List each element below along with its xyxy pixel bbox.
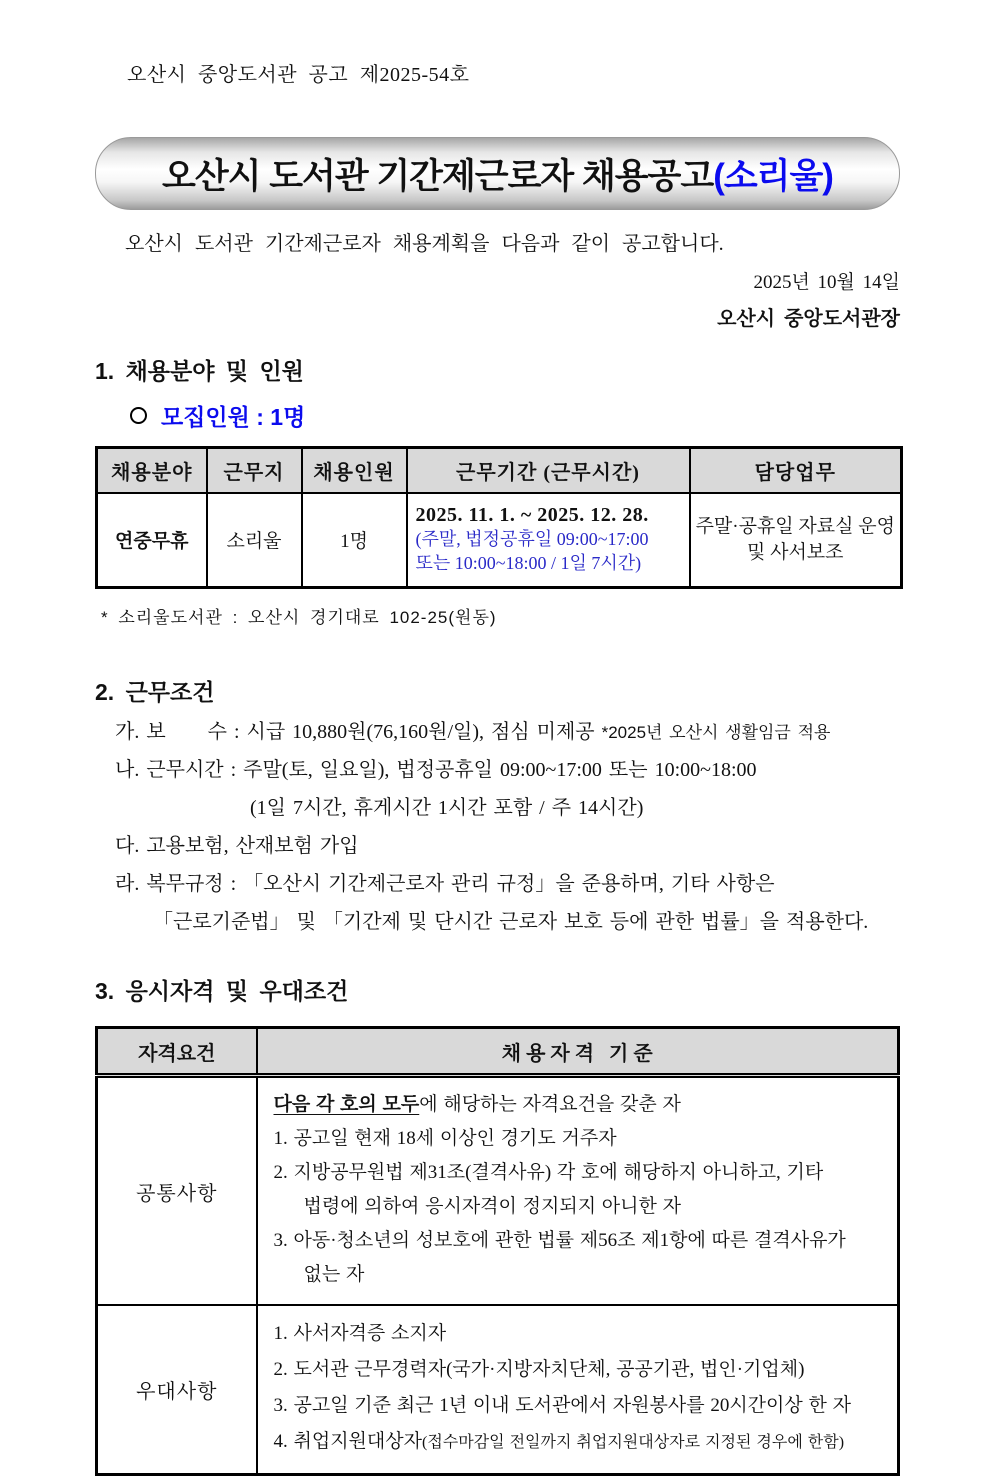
cell-duty	[690, 493, 902, 588]
common-requirements-cell	[257, 1076, 899, 1306]
common-item-3-cont: 없는 자	[303, 1264, 365, 1285]
condition-pay: 가. 보 수 : 시급 10,880원(76,160원/일), 점심 미제공 *2025년 오산시 생활임금 적용	[115, 721, 831, 743]
row-label-preferred: 우대사항	[97, 1305, 257, 1475]
preferred-requirements-cell	[257, 1305, 899, 1475]
preferred-requirements-row	[97, 1305, 899, 1475]
recruit-table-header-row	[97, 448, 902, 493]
recruit-table	[95, 446, 903, 589]
cell-place: 소리울	[207, 493, 302, 588]
cell-count: 1명	[302, 493, 407, 588]
section3-heading: 3. 응시자격 및 우대조건	[95, 978, 349, 1004]
common-item-2: 2. 지방공무원법 제31조(결격사유) 각 호에 해당하지 아니하고, 기타	[273, 1162, 824, 1183]
preferred-item-4-note: (접수마감일 전일까지 취업지원대상자로 지정된 경우에 한함)	[421, 1434, 845, 1451]
section1-heading: 1. 채용분야 및 인원	[95, 358, 304, 384]
signer: 오산시 중앙도서관장	[717, 308, 900, 330]
cell-field: 연중무휴	[97, 493, 207, 588]
common-item-2-cont: 법령에 의하여 응시자격이 정지되지 아니한 자	[303, 1196, 681, 1217]
notice-number: 오산시 중앙도서관 공고 제2025-54호	[127, 64, 470, 86]
recruit-count-line	[130, 399, 900, 432]
condition-insurance: 다. 고용보험, 산재보험 가입	[115, 835, 359, 857]
common-item-3: 3. 아동·청소년의 성보호에 관한 법률 제56조 제1항에 따른 결격사유가	[273, 1230, 846, 1251]
duty-line-2: 및 사서보조	[746, 541, 844, 563]
condition-hours: 나. 근무시간 : 주말(토, 일요일), 법정공휴일 09:00~17:00 또는 10:00~18:00	[115, 759, 757, 781]
preferred-item-4: 4. 취업지원대상자(접수마감일 전일까지 취업지원대상자로 지정된 경우에 한함)	[273, 1431, 845, 1452]
banner-title: 오산시 도서관 기간제근로자 채용공고	[162, 156, 714, 196]
common-intro-line: 다음 각 호의 모두에 해당하는 자격요건을 갖춘 자	[273, 1094, 681, 1115]
col-header-criteria: 채 용 자 격 기 준	[257, 1028, 899, 1076]
row-label-common: 공통사항	[97, 1076, 257, 1306]
qualification-header-row	[97, 1028, 899, 1076]
col-header-period: 근무기간 (근무시간)	[407, 448, 690, 493]
work-conditions-list	[115, 720, 900, 935]
col-header-duty: 담당업무	[690, 448, 902, 493]
preferred-item-1: 1. 사서자격증 소지자	[273, 1323, 447, 1344]
recruit-count-text: 모집인원 : 1명	[161, 404, 306, 430]
col-header-place: 근무지	[207, 448, 302, 493]
title-banner	[95, 137, 900, 210]
living-wage-note: *2025년 오산시 생활임금 적용	[601, 723, 831, 742]
col-header-requirement: 자격요건	[97, 1028, 257, 1076]
cell-period	[407, 493, 690, 588]
condition-regulation-cont: 「근로기준법」 및 「기간제 및 단시간 근로자 보호 등에 관한 법률」을 적용한다.	[153, 911, 869, 933]
recruit-table-row	[97, 493, 902, 588]
period-dates: 2025. 11. 1. ~ 2025. 12. 28.	[415, 504, 649, 527]
banner-title-suffix: (소리울)	[713, 156, 833, 196]
circle-outline-icon	[130, 407, 147, 424]
period-hours-2: 또는 10:00~18:00 / 1일 7시간)	[415, 553, 642, 574]
duty-line-1: 주말·공휴일 자료실 운영	[695, 515, 895, 537]
intro-text: 오산시 도서관 기간제근로자 채용계획을 다음과 같이 공고합니다.	[125, 233, 724, 255]
condition-hours-cont: (1일 7시간, 휴게시간 1시간 포함 / 주 14시간)	[250, 797, 644, 819]
preferred-item-3: 3. 공고일 기준 최근 1년 이내 도서관에서 자원봉사를 20시간이상 한 자	[273, 1395, 851, 1416]
col-header-field: 채용분야	[97, 448, 207, 493]
preferred-item-2: 2. 도서관 근무경력자(국가·지방자치단체, 공공기관, 법인·기업체)	[273, 1359, 805, 1380]
col-header-count: 채용인원	[302, 448, 407, 493]
announcement-date: 2025년 10월 14일	[753, 272, 900, 293]
period-hours-1: (주말, 법정공휴일 09:00~17:00	[415, 529, 649, 550]
qualification-table	[95, 1026, 900, 1476]
section2-heading: 2. 근무조건	[95, 679, 215, 705]
common-item-1: 1. 공고일 현재 18세 이상인 경기도 거주자	[273, 1128, 617, 1149]
common-requirements-row	[97, 1076, 899, 1306]
library-address-footnote: * 소리울도서관 : 오산시 경기대로 102-25(원동)	[101, 608, 497, 627]
condition-regulation: 라. 복무규정 : 「오산시 기간제근로자 관리 규정」을 준용하며, 기타 사항은	[115, 873, 775, 895]
